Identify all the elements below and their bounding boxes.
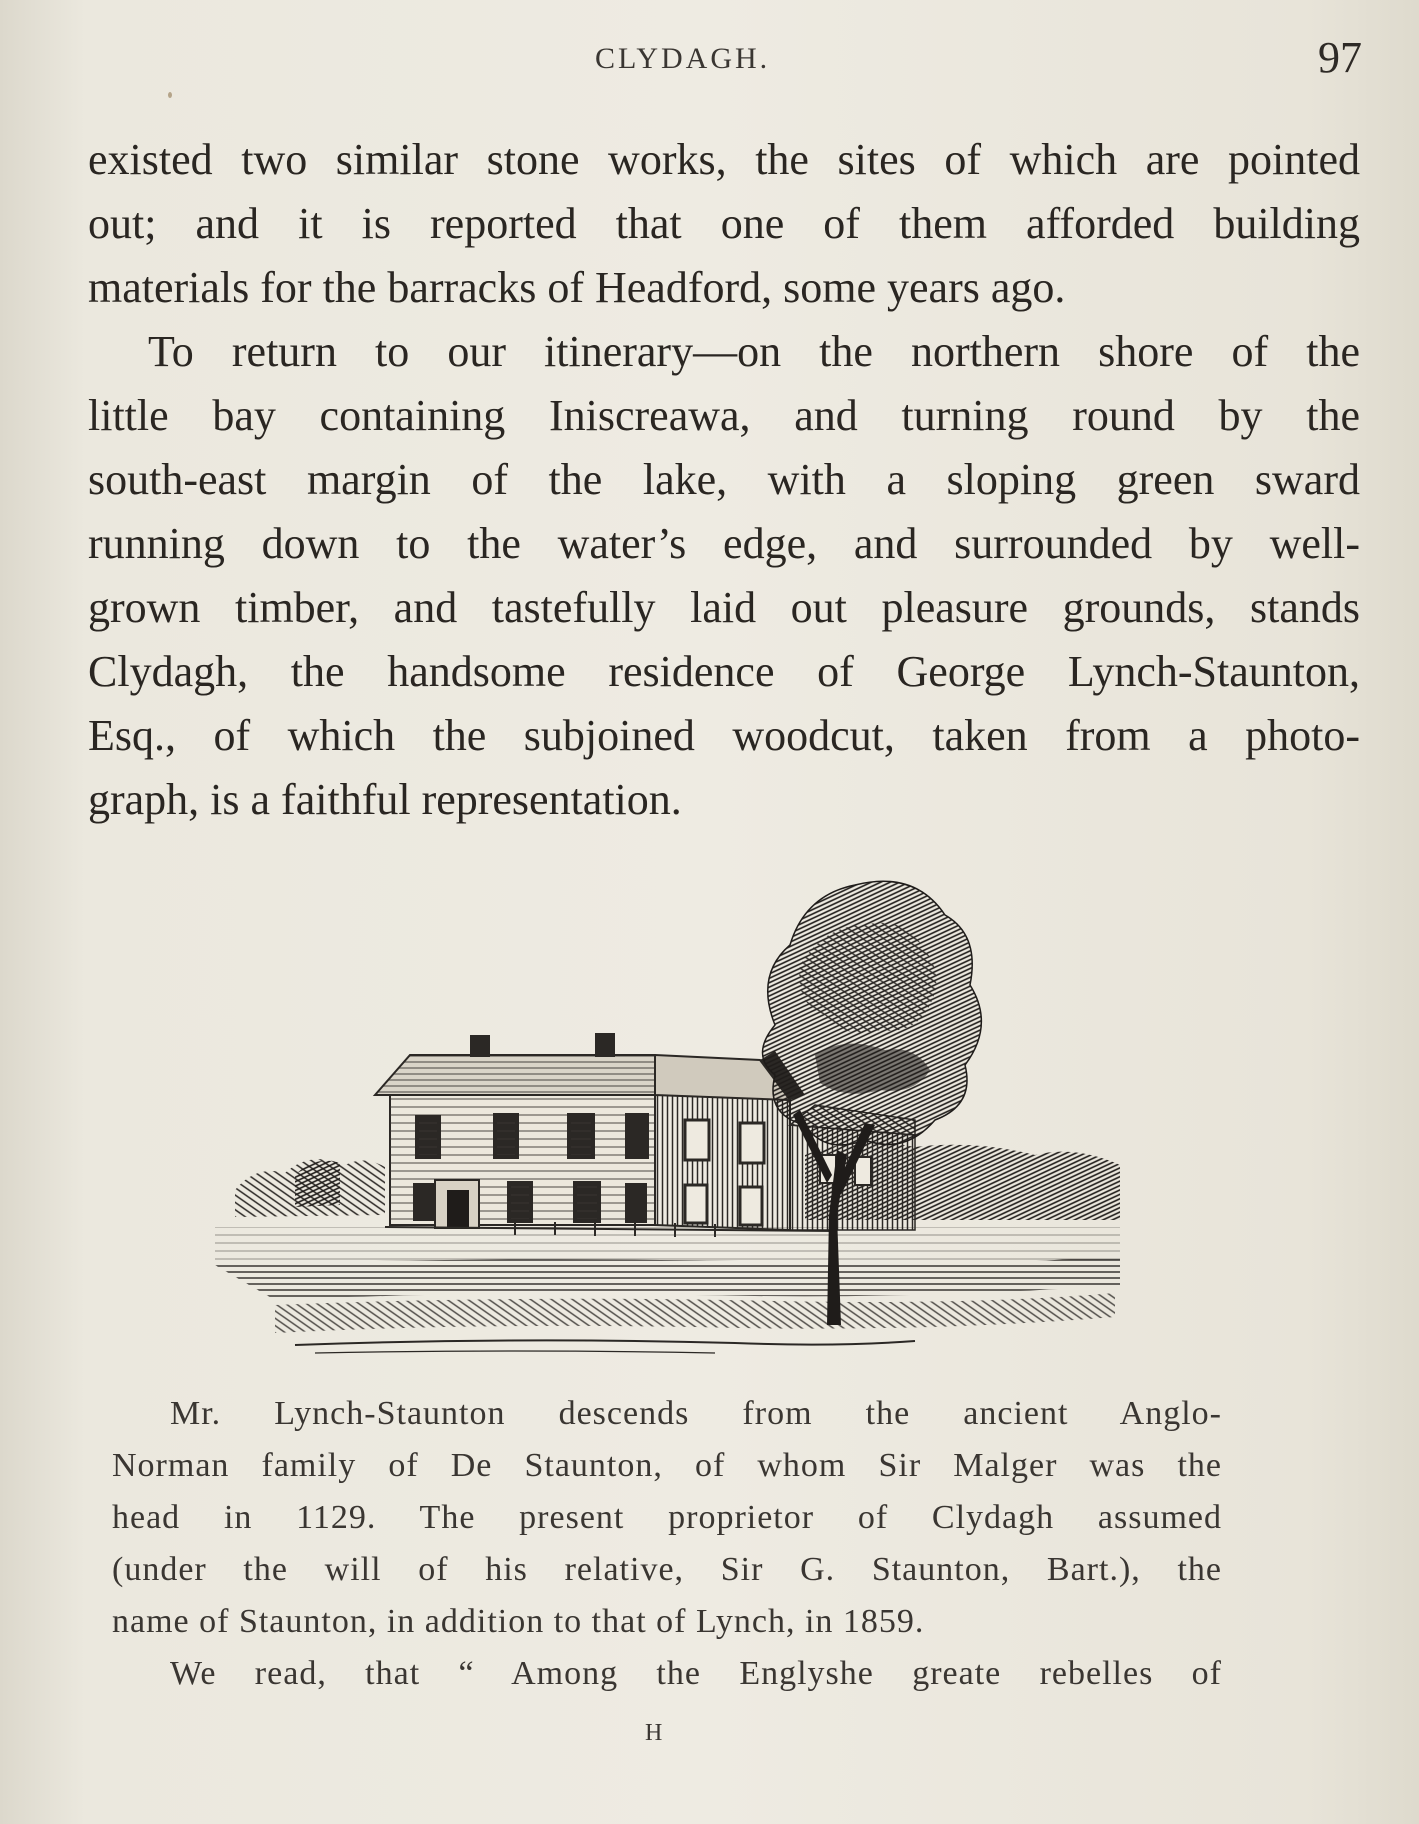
- text-line: materials for the barracks of Headford, some years ago.: [88, 263, 1066, 312]
- text-line: Norman family of De Staunton, of whom Sir Malger was the: [112, 1447, 1222, 1484]
- text-line: Clydagh, the handsome residence of George Lynch-Staunton,: [88, 647, 1360, 696]
- text-line: head in 1129. The present proprietor of Clydagh assumed: [112, 1499, 1222, 1536]
- text-line: grown timber, and tastefully laid out pleasure grounds, stands: [88, 583, 1360, 632]
- running-head: CLYDAGH.: [595, 42, 771, 75]
- text-line: (under the will of his relative, Sir G. Staunton, Bart.), the: [112, 1551, 1222, 1588]
- text-line: name of Staunton, in addition to that of Lynch, in 1859.: [112, 1603, 925, 1640]
- woodcut-house-and-tree-icon: [215, 855, 1135, 1385]
- text-line: running down to the water’s edge, and surrounded by well-: [88, 519, 1360, 568]
- text-line: out; and it is reported that one of them afforded building: [88, 199, 1360, 248]
- page-header: [0, 30, 1419, 90]
- page-number: 97: [1318, 33, 1362, 82]
- upper-text-block: [88, 128, 1360, 832]
- text-line: graph, is a faithful representation.: [88, 775, 682, 824]
- woodcut-illustration: [215, 855, 1135, 1385]
- signature-mark: H: [645, 1720, 663, 1746]
- text-line: To return to our itinerary—on the northern shore of the: [148, 327, 1360, 376]
- text-line: existed two similar stone works, the sites of which are pointed: [88, 135, 1360, 184]
- paper-speck: [168, 92, 172, 98]
- text-line: little bay containing Iniscreawa, and turning round by the: [88, 391, 1360, 440]
- text-line: Mr. Lynch-Staunton descends from the ancient Anglo-: [170, 1395, 1222, 1432]
- lower-text-block: [112, 1388, 1222, 1700]
- text-line: We read, that “ Among the Englyshe greate rebelles of: [170, 1655, 1222, 1692]
- text-line: south-east margin of the lake, with a sloping green sward: [88, 455, 1360, 504]
- text-line: Esq., of which the subjoined woodcut, taken from a photo-: [88, 711, 1360, 760]
